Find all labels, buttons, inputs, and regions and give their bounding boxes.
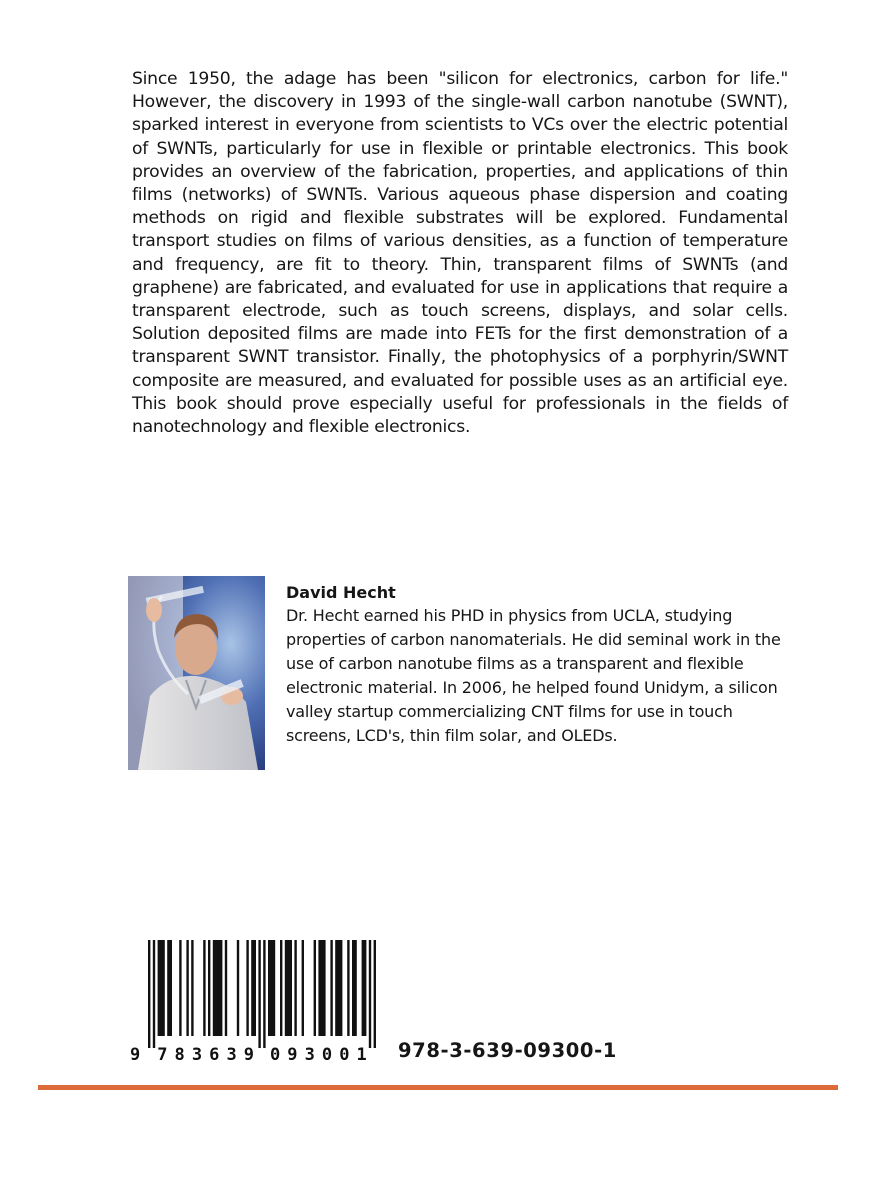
barcode-bar [251, 940, 256, 1036]
barcode-bar [246, 940, 248, 1036]
barcode-bar [237, 940, 239, 1036]
barcode-bar [153, 940, 155, 1048]
barcode-bar [330, 940, 332, 1036]
barcode-bar [179, 940, 181, 1036]
barcode-bar [225, 940, 227, 1036]
barcode-bar [335, 940, 342, 1036]
barcode-bar [258, 940, 260, 1048]
barcode-bar [285, 940, 292, 1036]
isbn-barcode [128, 938, 380, 1064]
isbn-number: 978-3-639-09300-1 [398, 1039, 617, 1062]
barcode-bar [263, 940, 265, 1048]
barcode-bar [374, 940, 376, 1048]
barcode-bar [352, 940, 357, 1036]
barcode-bar [186, 940, 188, 1036]
barcode-bar [208, 940, 210, 1036]
author-section [286, 582, 786, 748]
author-name: David Hecht [286, 583, 396, 602]
bottom-rule [38, 1085, 838, 1090]
barcode-bar [362, 940, 367, 1036]
barcode-bar [148, 940, 150, 1048]
barcode-bar [158, 940, 165, 1036]
barcode-bar [294, 940, 296, 1036]
author-photo [128, 576, 265, 770]
barcode-bar [318, 940, 325, 1036]
barcode-digit-lead: 9 [130, 1045, 141, 1064]
barcode-digits-left: 783639 [157, 1045, 254, 1064]
barcode-bar [167, 940, 172, 1036]
barcode-bar [369, 940, 371, 1048]
barcode-bar [268, 940, 275, 1036]
barcode-graphic [128, 938, 380, 1064]
barcode-digits-right: 093001 [270, 1045, 367, 1064]
barcode-bar [213, 940, 223, 1036]
barcode-bar [314, 940, 316, 1036]
book-description: Since 1950, the adage has been "silicon for electronics, carbon for life." However, the discovery in 1993 of the single-wall carbon nanotube (SWNT), sparked interest in everyone from scientists to VCs over the electric potential of SWNTs, particularly for use in flexible or printable electronics. This book provides an overview of the fabrication, properties, and applications of thin films (networks) of SWNTs. Various aqueous phase dispersion and coating methods on rigid and flexible substrates will be explored. Fundamental transport studies on films of various densities, as a function of temperature and frequency, are fit to theory. Thin, transparent films of SWNTs (and graphene) are fabricated, and evaluated for use in applications that require a transparent electrode, such as touch screens, displays, and solar cells. Solution deposited films are made into FETs for the first demonstration of a transparent SWNT transistor. Finally, the photophysics of a porphyrin/SWNT composite are measured, and evaluated for possible uses as an artificial eye. This book should prove especially useful for professionals in the fields of nanotechnology and flexible electronics. [132, 69, 788, 438]
barcode-bar [280, 940, 282, 1036]
barcode-bar [203, 940, 205, 1036]
barcode-bar [302, 940, 304, 1036]
barcode-bar [191, 940, 193, 1036]
author-bio: Dr. Hecht earned his PHD in physics from UCLA, studying properties of carbon nanomaterials. He did seminal work in the use of carbon nanotube films as a transparent and flexible electronic material. In 2006, he helped found Unidym, a silicon valley startup commercializing CNT films for use in touch screens, LCD's, thin film solar, and OLEDs. [286, 606, 781, 745]
barcode-bar [347, 940, 349, 1036]
